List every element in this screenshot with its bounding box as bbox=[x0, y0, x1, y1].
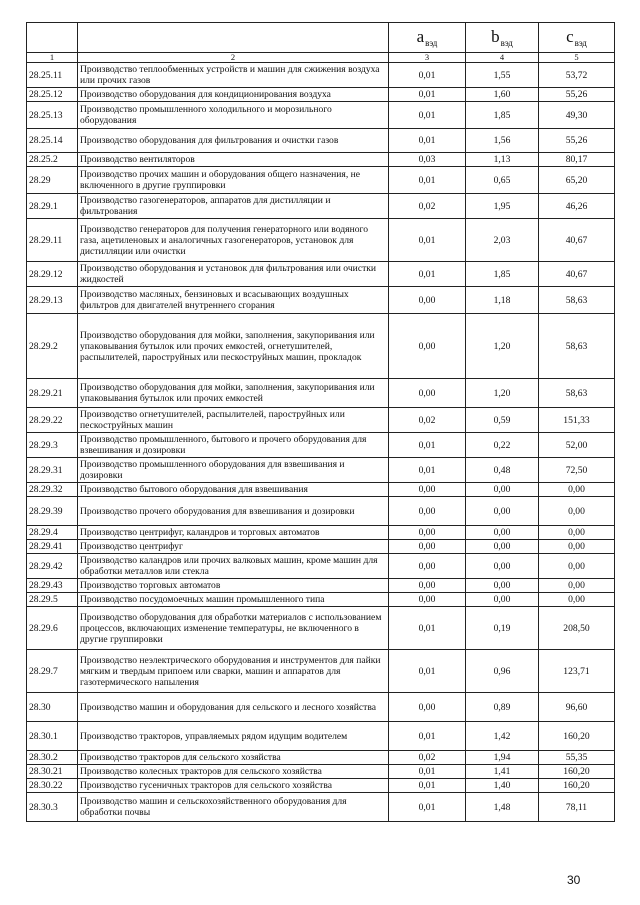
row-name: Производство оборудования для обработки материалов с использованием процессов, включающих изменение температуры, не включенного в другие группировки bbox=[78, 607, 389, 650]
row-b-value: 0,00 bbox=[466, 540, 539, 554]
row-a-value: 0,00 bbox=[389, 379, 466, 408]
row-name: Производство оборудования и установок для фильтрования или очистки жидкостей bbox=[78, 262, 389, 287]
header-b-subscript: вэд bbox=[500, 37, 513, 48]
row-a-value: 0,02 bbox=[389, 751, 466, 765]
row-code: 28.30 bbox=[27, 693, 78, 722]
row-name: Производство оборудования для фильтрования и очистки газов bbox=[78, 129, 389, 153]
row-a-value: 0,01 bbox=[389, 765, 466, 779]
row-code: 28.25.13 bbox=[27, 102, 78, 129]
row-c-value: 46,26 bbox=[539, 194, 615, 219]
row-name: Производство оборудования для кондиционирования воздуха bbox=[78, 88, 389, 102]
table-row bbox=[27, 287, 615, 314]
row-a-value: 0,00 bbox=[389, 287, 466, 314]
row-b-value: 0,48 bbox=[466, 458, 539, 483]
row-b-value: 1,40 bbox=[466, 779, 539, 793]
row-name: Производство вентиляторов bbox=[78, 153, 389, 167]
row-c-value: 40,67 bbox=[539, 262, 615, 287]
row-b-value: 0,19 bbox=[466, 607, 539, 650]
row-b-value: 0,00 bbox=[466, 526, 539, 540]
table-row bbox=[27, 607, 615, 650]
table-row bbox=[27, 526, 615, 540]
row-c-value: 53,72 bbox=[539, 63, 615, 88]
table-row bbox=[27, 194, 615, 219]
table-row bbox=[27, 540, 615, 554]
row-c-value: 40,67 bbox=[539, 219, 615, 262]
row-name: Производство огнетушителей, распылителей, пароструйных или пескоструйных машин bbox=[78, 408, 389, 433]
header-code-cell bbox=[27, 23, 78, 53]
table-row bbox=[27, 579, 615, 593]
row-name: Производство прочего оборудования для взвешивания и дозировки bbox=[78, 497, 389, 526]
row-b-value: 1,20 bbox=[466, 314, 539, 379]
row-code: 28.30.1 bbox=[27, 722, 78, 751]
row-code: 28.29.43 bbox=[27, 579, 78, 593]
page-number: 30 bbox=[567, 873, 581, 887]
table-row bbox=[27, 593, 615, 607]
row-b-value: 0,00 bbox=[466, 554, 539, 579]
row-code: 28.29.7 bbox=[27, 650, 78, 693]
header-row bbox=[27, 23, 615, 53]
row-a-value: 0,01 bbox=[389, 722, 466, 751]
table-row bbox=[27, 458, 615, 483]
row-a-value: 0,01 bbox=[389, 129, 466, 153]
column-index: 4 bbox=[466, 53, 539, 63]
row-b-value: 1,85 bbox=[466, 262, 539, 287]
row-c-value: 0,00 bbox=[539, 579, 615, 593]
header-c-subscript: вэд bbox=[574, 37, 587, 48]
row-b-value: 1,41 bbox=[466, 765, 539, 779]
row-name: Производство газогенераторов, аппаратов для дистилляции и фильтрования bbox=[78, 194, 389, 219]
row-name: Производство тракторов для сельского хозяйства bbox=[78, 751, 389, 765]
row-b-value: 0,89 bbox=[466, 693, 539, 722]
row-c-value: 0,00 bbox=[539, 540, 615, 554]
row-b-value: 1,55 bbox=[466, 63, 539, 88]
column-index: 5 bbox=[539, 53, 615, 63]
row-b-value: 0,00 bbox=[466, 579, 539, 593]
row-b-value: 0,00 bbox=[466, 593, 539, 607]
row-a-value: 0,01 bbox=[389, 779, 466, 793]
row-b-value: 1,13 bbox=[466, 153, 539, 167]
row-name: Производство генераторов для получения генераторного или водяного газа, ацетиленовых и аналогичных газогенераторов, установок для дистилляции или очистки bbox=[78, 219, 389, 262]
row-code: 28.30.21 bbox=[27, 765, 78, 779]
row-b-value: 0,65 bbox=[466, 167, 539, 194]
row-a-value: 0,00 bbox=[389, 579, 466, 593]
row-code: 28.29.41 bbox=[27, 540, 78, 554]
row-b-value: 1,48 bbox=[466, 793, 539, 822]
row-c-value: 72,50 bbox=[539, 458, 615, 483]
row-c-value: 58,63 bbox=[539, 287, 615, 314]
row-name: Производство гусеничных тракторов для сельского хозяйства bbox=[78, 779, 389, 793]
row-a-value: 0,00 bbox=[389, 526, 466, 540]
row-c-value: 55,26 bbox=[539, 129, 615, 153]
row-b-value: 1,42 bbox=[466, 722, 539, 751]
header-b-cell bbox=[466, 23, 539, 53]
row-code: 28.29.1 bbox=[27, 194, 78, 219]
header-c-label: c bbox=[566, 26, 574, 46]
table-row bbox=[27, 693, 615, 722]
header-b-label: b bbox=[491, 26, 500, 46]
row-a-value: 0,01 bbox=[389, 793, 466, 822]
table-row bbox=[27, 262, 615, 287]
row-name: Производство бытового оборудования для взвешивания bbox=[78, 483, 389, 497]
row-name: Производство колесных тракторов для сельского хозяйства bbox=[78, 765, 389, 779]
row-code: 28.29 bbox=[27, 167, 78, 194]
row-c-value: 55,35 bbox=[539, 751, 615, 765]
row-c-value: 49,30 bbox=[539, 102, 615, 129]
row-name: Производство масляных, бензиновых и всасывающих воздушных фильтров для двигателей внутреннего сгорания bbox=[78, 287, 389, 314]
row-a-value: 0,01 bbox=[389, 262, 466, 287]
row-code: 28.25.11 bbox=[27, 63, 78, 88]
row-a-value: 0,00 bbox=[389, 483, 466, 497]
table-row bbox=[27, 433, 615, 458]
row-name: Производство тракторов, управляемых рядом идущим водителем bbox=[78, 722, 389, 751]
row-code: 28.30.3 bbox=[27, 793, 78, 822]
row-a-value: 0,01 bbox=[389, 607, 466, 650]
row-name: Производство неэлектрического оборудования и инструментов для пайки мягким и твердым припоем или сварки, машин и аппаратов для газотермического напыления bbox=[78, 650, 389, 693]
header-a-label: a bbox=[416, 26, 425, 46]
row-code: 28.29.42 bbox=[27, 554, 78, 579]
table-row bbox=[27, 63, 615, 88]
row-code: 28.29.31 bbox=[27, 458, 78, 483]
row-name: Производство торговых автоматов bbox=[78, 579, 389, 593]
row-c-value: 55,26 bbox=[539, 88, 615, 102]
row-name: Производство центрифуг bbox=[78, 540, 389, 554]
row-a-value: 0,00 bbox=[389, 593, 466, 607]
row-name: Производство промышленного оборудования для взвешивания и дозировки bbox=[78, 458, 389, 483]
header-c-cell bbox=[539, 23, 615, 53]
table-row bbox=[27, 167, 615, 194]
header-a-subscript: вэд bbox=[425, 37, 438, 48]
row-a-value: 0,02 bbox=[389, 408, 466, 433]
row-c-value: 160,20 bbox=[539, 722, 615, 751]
table-row bbox=[27, 153, 615, 167]
row-b-value: 1,95 bbox=[466, 194, 539, 219]
row-a-value: 0,01 bbox=[389, 167, 466, 194]
row-name: Производство центрифуг, каландров и торговых автоматов bbox=[78, 526, 389, 540]
row-b-value: 1,18 bbox=[466, 287, 539, 314]
row-a-value: 0,00 bbox=[389, 693, 466, 722]
column-index: 3 bbox=[389, 53, 466, 63]
row-name: Производство оборудования для мойки, заполнения, закупоривания или упаковывания бутылок или прочих емкостей bbox=[78, 379, 389, 408]
row-code: 28.29.2 bbox=[27, 314, 78, 379]
row-code: 28.29.3 bbox=[27, 433, 78, 458]
table-row bbox=[27, 88, 615, 102]
row-a-value: 0,00 bbox=[389, 497, 466, 526]
row-b-value: 1,20 bbox=[466, 379, 539, 408]
row-a-value: 0,01 bbox=[389, 63, 466, 88]
row-c-value: 0,00 bbox=[539, 483, 615, 497]
row-code: 28.29.11 bbox=[27, 219, 78, 262]
row-a-value: 0,00 bbox=[389, 554, 466, 579]
table-row bbox=[27, 779, 615, 793]
row-b-value: 0,59 bbox=[466, 408, 539, 433]
row-code: 28.29.6 bbox=[27, 607, 78, 650]
row-c-value: 58,63 bbox=[539, 379, 615, 408]
row-a-value: 0,01 bbox=[389, 433, 466, 458]
row-a-value: 0,00 bbox=[389, 540, 466, 554]
row-b-value: 0,00 bbox=[466, 483, 539, 497]
row-b-value: 1,60 bbox=[466, 88, 539, 102]
row-name: Производство машин и сельскохозяйственного оборудования для обработки почвы bbox=[78, 793, 389, 822]
row-name: Производство оборудования для мойки, заполнения, закупоривания или упаковывания бутылок или прочих емкостей, огнетушителей, распылителей, пароструйных или пескоструйных машин, прокладок bbox=[78, 314, 389, 379]
row-c-value: 52,00 bbox=[539, 433, 615, 458]
row-code: 28.30.22 bbox=[27, 779, 78, 793]
table-row bbox=[27, 765, 615, 779]
header-a-cell bbox=[389, 23, 466, 53]
header-name-cell bbox=[78, 23, 389, 53]
row-code: 28.29.12 bbox=[27, 262, 78, 287]
table-row bbox=[27, 751, 615, 765]
row-c-value: 151,33 bbox=[539, 408, 615, 433]
row-code: 28.29.5 bbox=[27, 593, 78, 607]
row-code: 28.29.21 bbox=[27, 379, 78, 408]
row-a-value: 0,01 bbox=[389, 650, 466, 693]
table-row bbox=[27, 650, 615, 693]
table-row bbox=[27, 497, 615, 526]
table-row bbox=[27, 314, 615, 379]
row-b-value: 1,56 bbox=[466, 129, 539, 153]
row-c-value: 0,00 bbox=[539, 554, 615, 579]
row-code: 28.30.2 bbox=[27, 751, 78, 765]
table-row bbox=[27, 102, 615, 129]
row-c-value: 65,20 bbox=[539, 167, 615, 194]
row-c-value: 0,00 bbox=[539, 593, 615, 607]
row-b-value: 2,03 bbox=[466, 219, 539, 262]
column-index-row bbox=[27, 53, 615, 63]
table-row bbox=[27, 793, 615, 822]
row-c-value: 0,00 bbox=[539, 497, 615, 526]
row-b-value: 0,96 bbox=[466, 650, 539, 693]
row-name: Производство прочих машин и оборудования общего назначения, не включенного в другие группировки bbox=[78, 167, 389, 194]
row-c-value: 160,20 bbox=[539, 779, 615, 793]
row-c-value: 208,50 bbox=[539, 607, 615, 650]
row-c-value: 58,63 bbox=[539, 314, 615, 379]
table-row bbox=[27, 554, 615, 579]
coefficient-table bbox=[26, 22, 615, 822]
row-a-value: 0,01 bbox=[389, 458, 466, 483]
row-c-value: 0,00 bbox=[539, 526, 615, 540]
row-a-value: 0,01 bbox=[389, 88, 466, 102]
row-name: Производство промышленного холодильного и морозильного оборудования bbox=[78, 102, 389, 129]
table-row bbox=[27, 379, 615, 408]
row-code: 28.25.14 bbox=[27, 129, 78, 153]
row-code: 28.25.2 bbox=[27, 153, 78, 167]
table-row bbox=[27, 219, 615, 262]
row-c-value: 96,60 bbox=[539, 693, 615, 722]
row-a-value: 0,00 bbox=[389, 314, 466, 379]
row-a-value: 0,02 bbox=[389, 194, 466, 219]
table-row bbox=[27, 722, 615, 751]
column-index: 1 bbox=[27, 53, 78, 63]
row-name: Производство посудомоечных машин промышленного типа bbox=[78, 593, 389, 607]
row-name: Производство теплообменных устройств и машин для сжижения воздуха или прочих газов bbox=[78, 63, 389, 88]
row-c-value: 78,11 bbox=[539, 793, 615, 822]
row-b-value: 0,00 bbox=[466, 497, 539, 526]
row-code: 28.29.4 bbox=[27, 526, 78, 540]
table-row bbox=[27, 483, 615, 497]
row-b-value: 0,22 bbox=[466, 433, 539, 458]
row-c-value: 123,71 bbox=[539, 650, 615, 693]
row-a-value: 0,03 bbox=[389, 153, 466, 167]
row-code: 28.29.32 bbox=[27, 483, 78, 497]
row-a-value: 0,01 bbox=[389, 219, 466, 262]
table-body bbox=[27, 23, 615, 822]
row-code: 28.29.39 bbox=[27, 497, 78, 526]
row-a-value: 0,01 bbox=[389, 102, 466, 129]
row-b-value: 1,85 bbox=[466, 102, 539, 129]
row-name: Производство машин и оборудования для сельского и лесного хозяйства bbox=[78, 693, 389, 722]
row-code: 28.29.13 bbox=[27, 287, 78, 314]
table-row bbox=[27, 408, 615, 433]
row-c-value: 160,20 bbox=[539, 765, 615, 779]
row-code: 28.29.22 bbox=[27, 408, 78, 433]
column-index: 2 bbox=[78, 53, 389, 63]
table-row bbox=[27, 129, 615, 153]
row-name: Производство каландров или прочих валковых машин, кроме машин для обработки металлов или стекла bbox=[78, 554, 389, 579]
row-b-value: 1,94 bbox=[466, 751, 539, 765]
row-name: Производство промышленного, бытового и прочего оборудования для взвешивания и дозировки bbox=[78, 433, 389, 458]
row-code: 28.25.12 bbox=[27, 88, 78, 102]
row-c-value: 80,17 bbox=[539, 153, 615, 167]
